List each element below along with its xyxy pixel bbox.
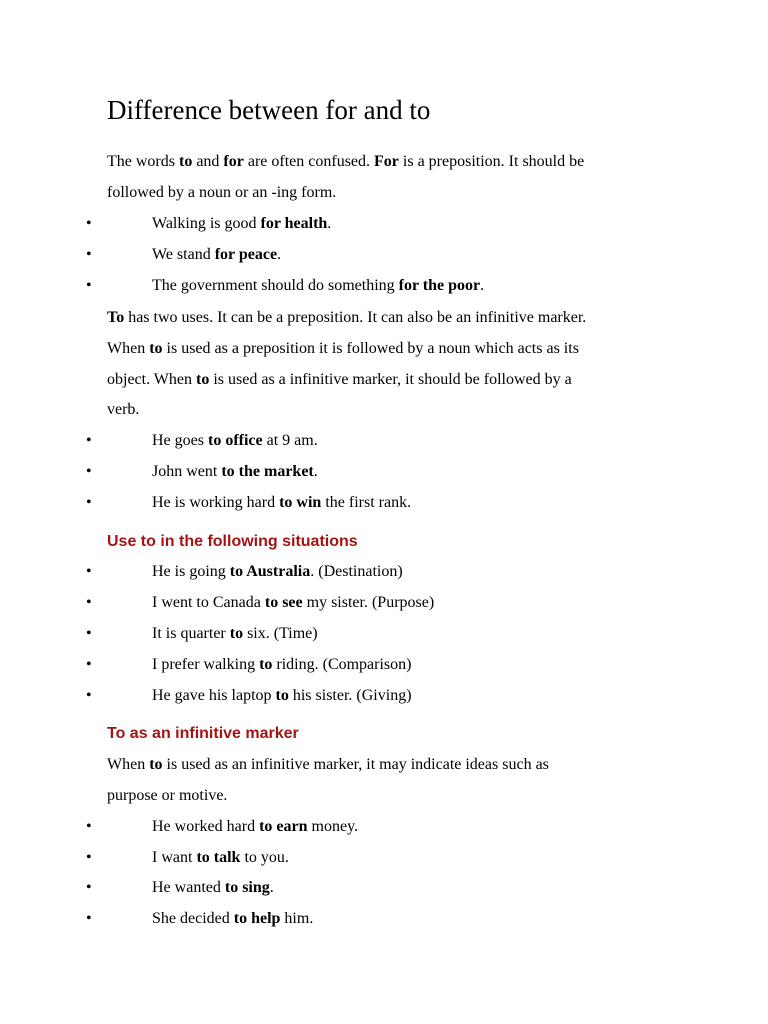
list-item: I prefer walking to riding. (Comparison)	[152, 656, 412, 673]
bullet-icon: •	[86, 432, 92, 449]
list-item: He wanted to sing.	[152, 879, 274, 896]
bullet-icon: •	[86, 215, 92, 232]
text-run: The words	[107, 153, 179, 170]
bullet-icon: •	[86, 818, 92, 835]
text-run: and	[192, 153, 224, 170]
bullet-icon: •	[86, 849, 92, 866]
list-item: He worked hard to earn money.	[152, 818, 359, 835]
to-intro-line-3: object. When to is used as a infinitive marker, it should be followed by a	[107, 371, 572, 388]
infinitive-intro-line-1: When to is used as an infinitive marker, it may indicate ideas such as	[107, 756, 549, 773]
section-heading-situations: Use to in the following situations	[107, 533, 358, 550]
list-item: John went to the market.	[152, 463, 318, 480]
bullet-icon: •	[86, 879, 92, 896]
keyword-to: to	[178, 153, 193, 170]
infinitive-intro-line-2: purpose or motive.	[107, 787, 228, 804]
bullet-icon: •	[86, 625, 92, 642]
intro-line-2: followed by a noun or an -ing form.	[107, 184, 337, 201]
to-intro-line-1: To has two uses. It can be a preposition. It can also be an infinitive marker.	[107, 309, 587, 326]
list-item: Walking is good for health.	[152, 215, 332, 232]
list-item: He is working hard to win the first rank.	[152, 494, 412, 511]
list-item: He gave his laptop to his sister. (Giving)	[152, 687, 412, 704]
bullet-icon: •	[86, 494, 92, 511]
keyword-for: for	[223, 153, 244, 170]
bullet-icon: •	[86, 687, 92, 704]
list-item: I went to Canada to see my sister. (Purpose)	[152, 594, 435, 611]
to-intro-line-4: verb.	[107, 401, 140, 418]
section-heading-infinitive: To as an infinitive marker	[107, 725, 299, 742]
list-item: We stand for peace.	[152, 246, 282, 263]
text-run: are often confused.	[243, 153, 375, 170]
bullet-icon: •	[86, 563, 92, 580]
list-item: It is quarter to six. (Time)	[152, 625, 318, 642]
bullet-icon: •	[86, 463, 92, 480]
keyword-for: For	[374, 153, 399, 170]
bullet-icon: •	[86, 910, 92, 927]
bullet-icon: •	[86, 656, 92, 673]
bullet-icon: •	[86, 594, 92, 611]
list-item: I want to talk to you.	[152, 849, 289, 866]
page-title: Difference between for and to	[107, 95, 431, 125]
bullet-icon: •	[86, 246, 92, 263]
list-item: He goes to office at 9 am.	[152, 432, 318, 449]
list-item: He is going to Australia. (Destination)	[152, 563, 403, 580]
list-item: The government should do something for the poor.	[152, 277, 485, 294]
text-run: is a preposition. It should be	[398, 153, 585, 170]
intro-line-1	[107, 152, 584, 172]
to-intro-line-2: When to is used as a preposition it is followed by a noun which acts as its	[107, 340, 579, 357]
bullet-icon: •	[86, 277, 92, 294]
list-item: She decided to help him.	[152, 910, 314, 927]
